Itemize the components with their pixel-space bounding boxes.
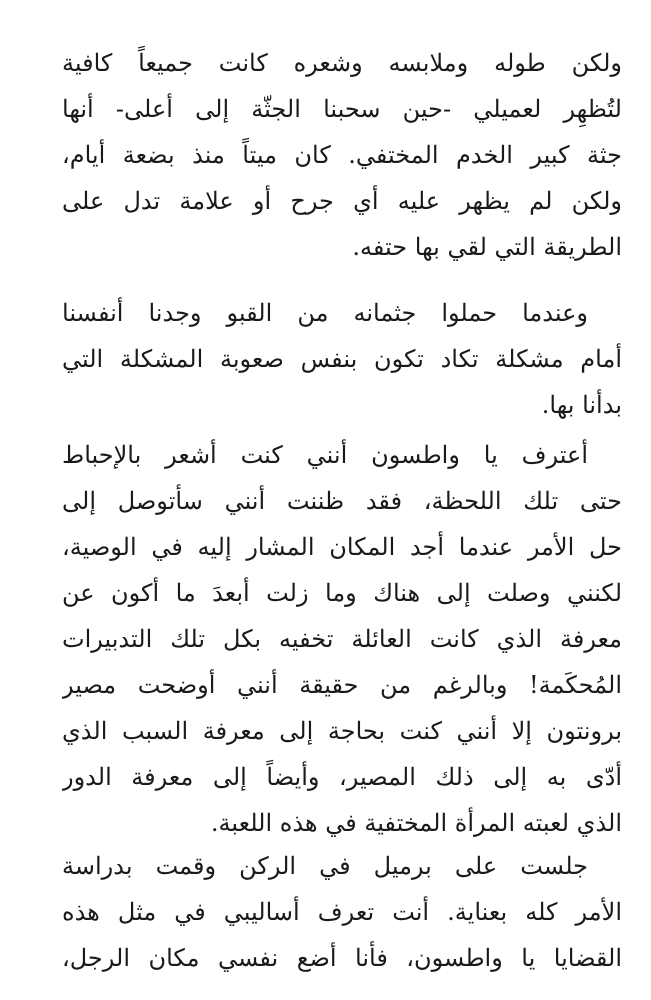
text-line: أعترف يا واطسون أنني كنت أشعر بالإحباط [62, 441, 588, 469]
text-line: المُحكَمة! وبالرغم من حقيقة أنني أوضحت مصير [62, 671, 622, 699]
text-line: الأمر كله بعناية. أنت تعرف أساليبي في مثل هذه [62, 898, 622, 926]
paragraph-3 [62, 432, 622, 846]
text-line: ولكن لم يظهر عليه أي جرح أو علامة تدل على [62, 187, 622, 215]
text-line: حل الأمر عندما أجد المكان المشار إليه في الوصية، [62, 533, 622, 561]
text-line: جلست على برميل في الركن وقمت بدراسة [62, 852, 588, 880]
text-line: أدّى به إلى ذلك المصير، وأيضاً إلى معرفة الدور [62, 763, 622, 791]
paragraph-1 [62, 40, 622, 270]
text-line: حتى تلك اللحظة، فقد ظننت أنني سأتوصل إلى [62, 487, 622, 515]
text-line: معرفة الذي كانت العائلة تخفيه بكل تلك التدبيرات [62, 625, 622, 653]
text-line: الطريقة التي لقي بها حتفه. [352, 233, 622, 261]
text-line: الذي لعبته المرأة المختفية في هذه اللعبة. [210, 809, 622, 837]
text-line: وعندما حملوا جثمانه من القبو وجدنا أنفسنا [62, 299, 588, 327]
text-line: القضايا يا واطسون، فأنا أضع نفسي مكان الرجل، [62, 944, 622, 972]
text-line: لتُظهِر لعميلي -حين سحبنا الجثّة إلى أعلى- أنها [62, 95, 622, 123]
text-line: لكنني وصلت إلى هناك وما زلت أبعدَ ما أكون عن [62, 579, 622, 607]
text-line: أمام مشكلة تكاد تكون بنفس صعوبة المشكلة التي [62, 345, 622, 373]
paragraph-4 [62, 843, 622, 981]
text-line: جثة كبير الخدم المختفي. كان ميتاً منذ بضعة أيام، [62, 141, 622, 169]
text-line: بدأنا بها. [541, 391, 622, 419]
text-line: ولكن طوله وملابسه وشعره كانت جميعاً كافية [62, 49, 622, 77]
paragraph-2 [62, 290, 622, 428]
text-line: برونتون إلا أنني كنت بحاجة إلى معرفة السبب الذي [62, 717, 622, 745]
